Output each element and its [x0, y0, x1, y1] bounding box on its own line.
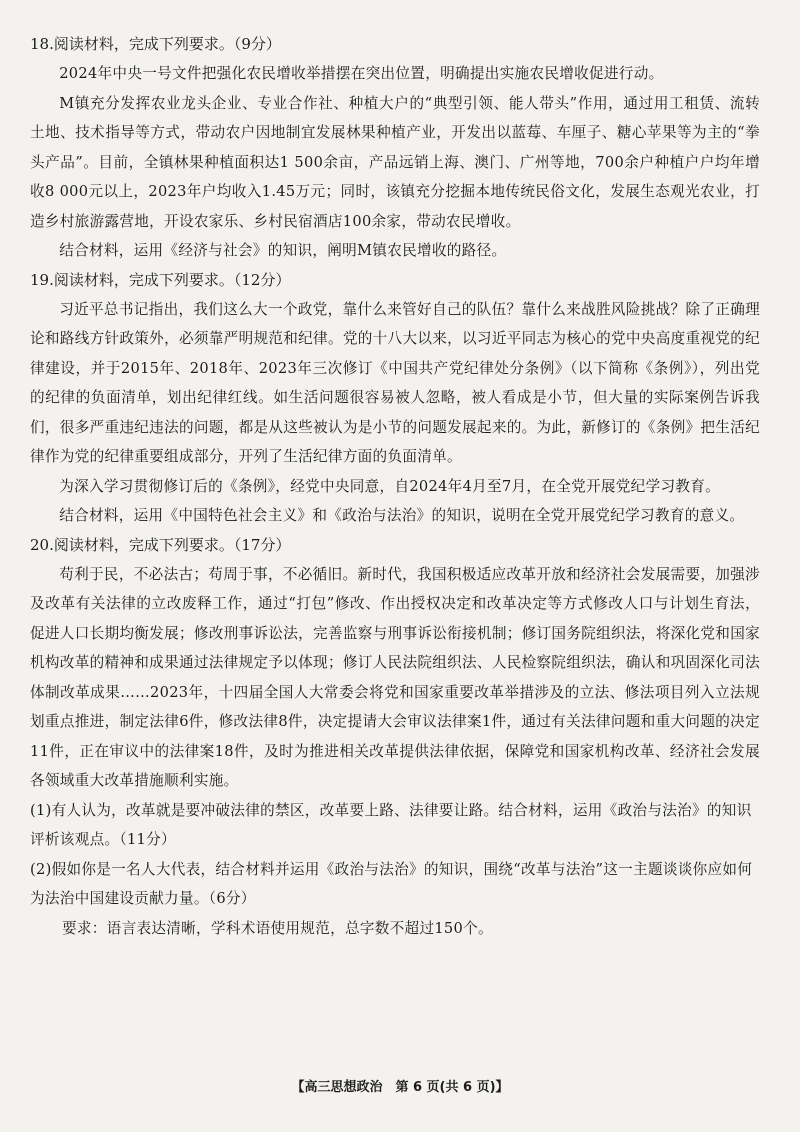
question-20: [30, 531, 760, 944]
question-20-paragraph-1: 苟利于民，不必法古；苟周于事，不必循旧。新时代，我国积极适应改革开放和经济社会发展需要，加强涉及改革有关法律的立改废释工作，通过“打包”修改、作出授权决定和改革决定等方式修改人口与计划生育法，促进人口长期均衡发展；修改刑事诉讼法，完善监察与刑事诉讼衔接机制；修订国务院组织法，将深化党和国家机构改革的精神和成果通过法律规定予以体现；修订人民法院组织法、人民检察院组织法，确认和巩固深化司法体制改革成果……2023年，十四届全国人大常委会将党和国家重要改革举措涉及的立法、修法项目列入立法规划重点推进，制定法律6件，修改法律8件，决定提请大会审议法律案1件，通过有关法律问题和重大问题的决定11件，正在审议中的法律案18件，及时为推进相关改革提供法律依据，保障党和国家机构改革、经济社会发展各领域重大改革措施顺利实施。: [30, 565, 760, 789]
page-content: [30, 30, 760, 943]
question-20-subquestion-1: (1)有人认为，改革就是要冲破法律的禁区，改革要上路、法律要让路。结合材料，运用《政治与法治》的知识评析该观点。（11分）: [30, 801, 752, 848]
question-20-subquestion-2: (2)假如你是一名人大代表，结合材料并运用《政治与法治》的知识，围绕“改革与法治”这一主题谈谈你应如何为法治中国建设贡献力量。（6分）: [30, 860, 753, 907]
question-18-paragraph-1: 2024年中央一号文件把强化农民增收举措摆在突出位置，明确提出实施农民增收促进行动。: [59, 65, 664, 82]
question-18-heading: 18.阅读材料，完成下列要求。（9分）: [30, 35, 281, 53]
question-20-requirement: 要求：语言表达清晰，学科术语使用规范，总字数不超过150个。: [62, 919, 493, 937]
question-18: [30, 30, 760, 266]
question-18-paragraph-2: M镇充分发挥农业龙头企业、专业合作社、种植大户的“典型引领、能人带头”作用，通过用工租赁、流转土地、技术指导等方式，带动农户因地制宜发展林果种植产业，开发出以蓝莓、车厘子、糖心苹果等为主的“拳头产品”。目前，全镇林果种植面积达1 500余亩，产品远销上海、澳门、广州等地，700余户种植户户均年增收8 000元以上，2023年户均收入1.45万元；同时，该镇充分挖掘本地传统民俗文化，发展生态观光农业，打造乡村旅游露营地，开设农家乐、乡村民宿酒店100余家，带动农民增收。: [30, 94, 760, 230]
question-18-task: 结合材料，运用《经济与社会》的知识，阐明M镇农民增收的路径。: [59, 242, 507, 259]
question-19-paragraph-1: 习近平总书记指出，我们这么大一个政党，靠什么来管好自己的队伍？靠什么来战胜风险挑战？除了正确理论和路线方针政策外，必须靠严明规范和纪律。党的十八大以来，以习近平同志为核心的党中央高度重视党的纪律建设，并于2015年、2018年、2023年三次修订《中国共产党纪律处分条例》（以下简称《条例》），列出党的纪律的负面清单，划出纪律红线。如生活问题很容易被人忽略，被人看成是小节，但大量的实际案例告诉我们，很多严重违纪违法的问题，都是从这些被认为是小节的问题发展起来的。为此，新修订的《条例》把生活纪律作为党的纪律重要组成部分，开列了生活纪律方面的负面清单。: [30, 300, 760, 465]
question-19-task: 结合材料，运用《中国特色社会主义》和《政治与法治》的知识，说明在全党开展党纪学习教育的意义。: [59, 507, 745, 524]
question-19-paragraph-2: 为深入学习贯彻修订后的《条例》，经党中央同意，自2024年4月至7月，在全党开展党纪学习教育。: [59, 477, 721, 495]
question-19: [30, 266, 760, 531]
page-footer: 【高三思想政治 第 6 页(共 6 页)】: [291, 1080, 509, 1095]
question-19-heading: 19.阅读材料，完成下列要求。（12分）: [30, 270, 291, 289]
question-20-heading: 20.阅读材料，完成下列要求。（17分）: [30, 535, 291, 554]
